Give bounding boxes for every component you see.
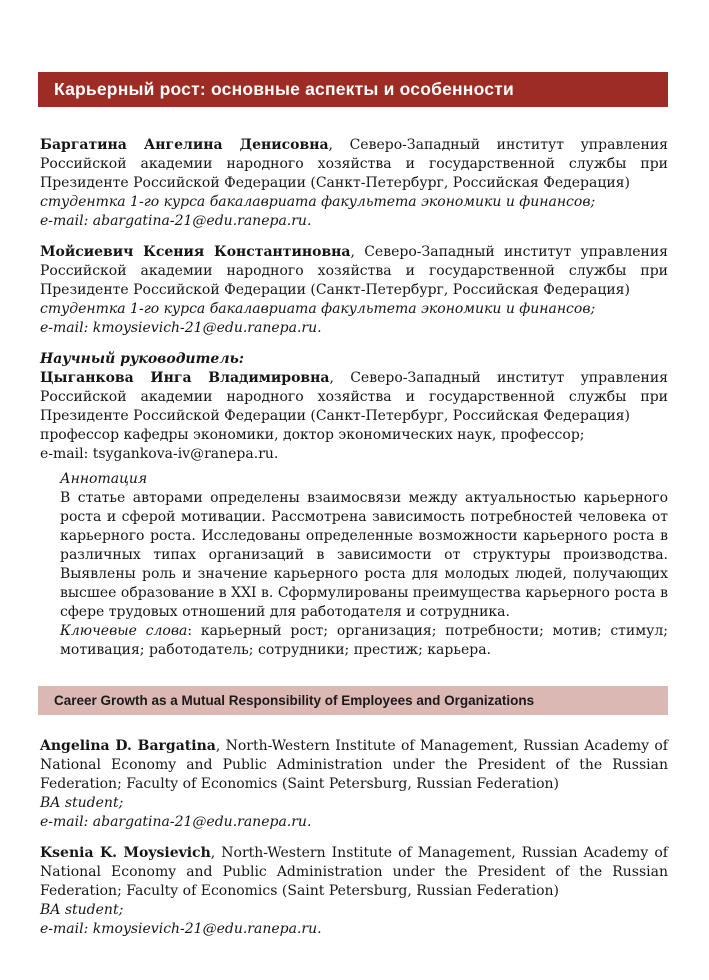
author-affiliation-text: , North-Western Institute of Management, Russian Academy of National Economy and Public Administration under the President of the Russian Federation; Faculty of Economics (Saint Petersburg, Russian Federation) xyxy=(40,845,668,899)
supervisor-email: e-mail: tsygankova-iv@ranepa.ru. xyxy=(40,446,279,462)
author-affiliation-text: , Северо-Западный институт управления Российской академии народного хозяйства и государственной службы при Президенте Российской Федерации (Санкт-Петербург, Российская Федерация) xyxy=(40,137,669,191)
author-block-ru-1 xyxy=(40,136,668,231)
author-role: BA student; xyxy=(40,795,124,811)
supervisor-block xyxy=(40,350,668,464)
paper-title-ru: Карьерный рост: основные аспекты и особенности xyxy=(54,79,514,99)
russian-title-banner xyxy=(38,72,668,107)
author-affiliation xyxy=(40,844,668,901)
author-email: e-mail: kmoysievich-21@edu.ranepa.ru. xyxy=(40,921,322,937)
author-block-en-1 xyxy=(40,737,668,832)
author-affiliation xyxy=(40,737,668,794)
author-email: e-mail: kmoysievich-21@edu.ranepa.ru. xyxy=(40,320,322,336)
author-name: Баргатина Ангелина Денисовна xyxy=(40,137,329,153)
author-affiliation-text: , Северо-Западный институт управления Российской академии народного хозяйства и государственной службы при Президенте Российской Федерации (Санкт-Петербург, Российская Федерация) xyxy=(40,244,668,298)
author-role: студентка 1-го курса бакалавриата факультета экономики и финансов; xyxy=(40,301,596,317)
supervisor-heading: Научный руководитель: xyxy=(40,351,244,367)
supervisor-role: профессор кафедры экономики, доктор экономических наук, профессор; xyxy=(40,427,585,443)
author-name: Ksenia K. Moysievich xyxy=(40,845,211,861)
supervisor-affiliation-text: , Северо-Западный институт управления Российской академии народного хозяйства и государственной службы при Президенте Российской Федерации (Санкт-Петербург, Российская Федерация) xyxy=(40,370,669,424)
author-email: e-mail: abargatina-21@edu.ranepa.ru. xyxy=(40,814,312,830)
abstract-heading: Аннотация xyxy=(60,471,148,487)
abstract-text: В статье авторами определены взаимосвязи между актуальностью карьерного роста и сферой мотивации. Рассмотрена зависимость потребностей человека от карьерного роста. Исследованы определенные возможности карьерного роста в различных типах организаций в зависимости от структуры производства. Выявлены роль и значение карьерного роста для молодых людей, получающих высшее образование в XXI в. Сформулированы преимущества карьерного роста в сфере трудовых отношений для работодателя и сотрудника. xyxy=(60,490,668,620)
author-role: BA student; xyxy=(40,902,124,918)
author-block-en-2 xyxy=(40,844,668,939)
author-email: e-mail: abargatina-21@edu.ranepa.ru. xyxy=(40,213,312,229)
paper-title-en: Career Growth as a Mutual Responsibility of Employees and Organizations xyxy=(54,693,535,708)
author-affiliation xyxy=(40,243,668,300)
supervisor-name: Цыганкова Инга Владимировна xyxy=(40,370,330,386)
author-name: Angelina D. Bargatina xyxy=(40,738,216,754)
author-name: Мойсиевич Ксения Константиновна xyxy=(40,244,351,260)
supervisor-affiliation xyxy=(40,369,668,426)
author-affiliation-text: , North-Western Institute of Management, Russian Academy of National Economy and Public Administration under the President of the Russian Federation; Faculty of Economics (Saint Petersburg, Russian Federation) xyxy=(40,738,668,792)
english-title-banner xyxy=(38,686,668,715)
author-affiliation xyxy=(40,136,668,193)
keywords-text: : карьерный рост; организация; потребности; мотив; стимул; мотивация; работодатель; сотрудники; престиж; карьера. xyxy=(60,623,668,658)
author-block-ru-2 xyxy=(40,243,668,338)
keywords-line xyxy=(60,622,668,660)
keywords-label: Ключевые слова xyxy=(60,623,188,639)
author-role: студентка 1-го курса бакалавриата факультета экономики и финансов; xyxy=(40,194,596,210)
abstract-block xyxy=(60,470,668,660)
